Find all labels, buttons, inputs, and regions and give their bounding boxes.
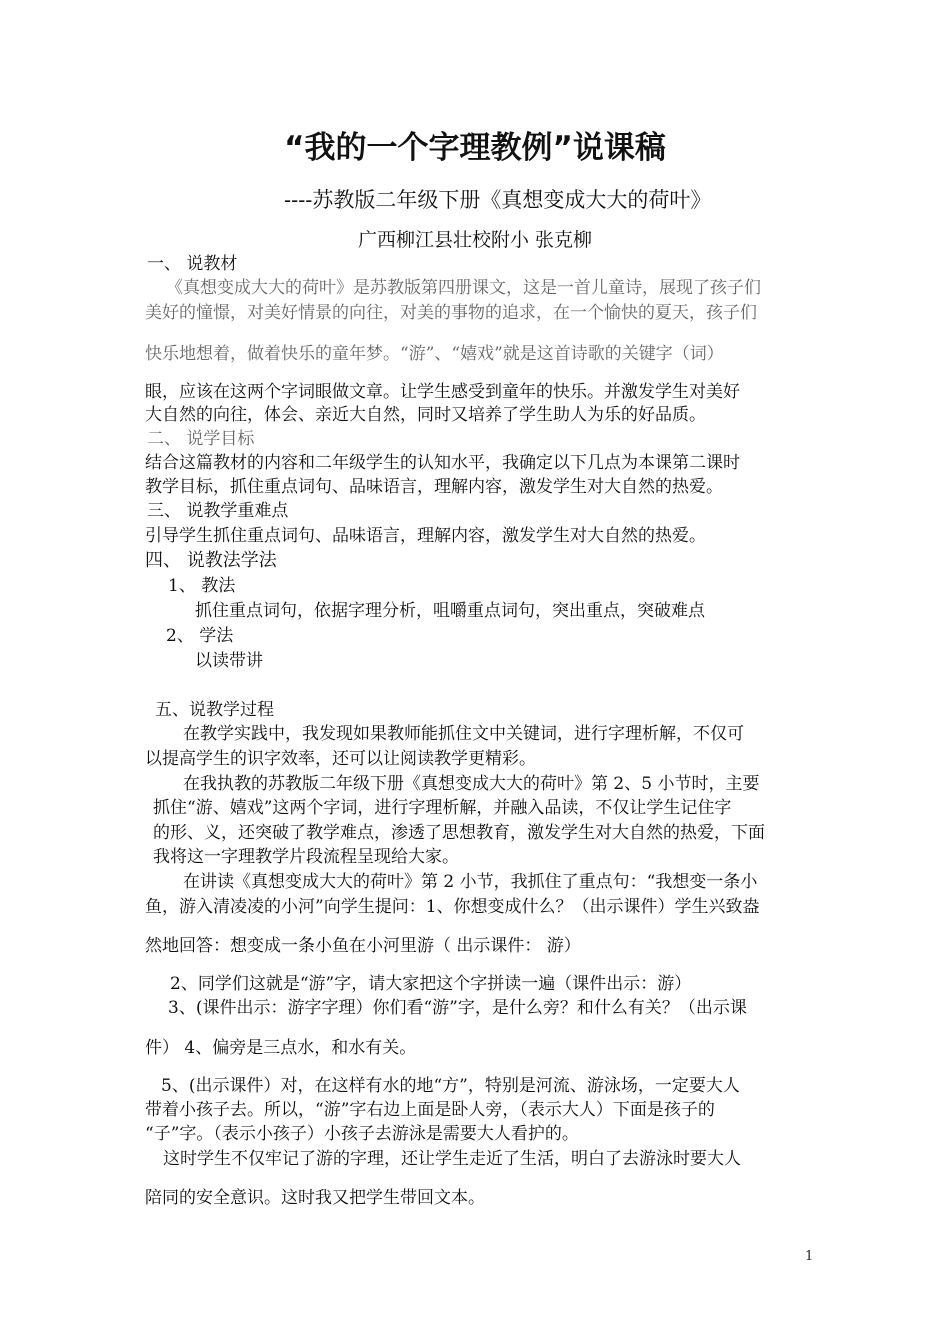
subsection-heading-learning: 2、 学法 bbox=[166, 626, 234, 646]
section-heading-5: 五、说教学过程 bbox=[155, 700, 274, 720]
paragraph-line: 《真想变成大大的荷叶》是苏教版第四册课文，这是一首儿童诗，展现了孩子们 bbox=[166, 278, 761, 298]
paragraph-line: 大自然的向往，体会、亲近大自然，同时又培养了学生助人为乐的好品质。 bbox=[145, 405, 706, 425]
paragraph-line: 2、同学们这就是“游”字，请大家把这个字拼读一遍（课件出示：游） bbox=[170, 974, 692, 994]
paragraph-line: 3、(课件出示：游字字理）你们看“游”字，是什么旁？和什么有关？（出示课 bbox=[168, 998, 747, 1018]
paragraph-line: 的形、义，还突破了教学难点，渗透了思想教育，激发学生对大自然的热爱，下面 bbox=[153, 823, 765, 843]
paragraph-line: 5、(出示课件）对，在这样有水的地“方”，特别是河流、游泳场，一定要大人 bbox=[161, 1076, 740, 1096]
paragraph-line: 快乐地想着，做着快乐的童年梦。“游”、“嬉戏”就是这首诗歌的关键字（词） bbox=[145, 344, 724, 364]
paragraph-line: 眼，应该在这两个字词眼做文章。让学生感受到童年的快乐。并激发学生对美好 bbox=[145, 382, 740, 402]
paragraph-line: “子”字。（表示小孩子）小孩子去游泳是需要大人看护的。 bbox=[145, 1124, 579, 1144]
paragraph-line: 结合这篇教材的内容和二年级学生的认知水平，我确定以下几点为本课第二课时 bbox=[145, 453, 740, 473]
page-number: 1 bbox=[805, 1249, 814, 1264]
paragraph-line: 这时学生不仅牢记了游的字理，还让学生走近了生活，明白了去游泳时要大人 bbox=[163, 1149, 741, 1169]
paragraph-line: 在我执教的苏教版二年级下册《真想变成大大的荷叶》第 2、5 小节时，主要 bbox=[183, 774, 760, 794]
paragraph-line: 教学目标，抓住重点词句、品味语言，理解内容，激发学生对大自然的热爱。 bbox=[145, 477, 723, 497]
subsection-text-learning: 以读带讲 bbox=[195, 651, 263, 671]
section-heading-3: 三、 说教学重难点 bbox=[147, 501, 289, 521]
paragraph-line: 带着小孩子去。所以，“游”字右边上面是卧人旁，（表示大人）下面是孩子的 bbox=[145, 1100, 715, 1120]
paragraph-line: 抓住“游、嬉戏”这两个字词，进行字理析解，并融入品读，不仅让学生记住字 bbox=[153, 798, 732, 818]
section-heading-1: 一、 说教材 bbox=[147, 254, 238, 274]
paragraph-line: 美好的憧憬，对美好情景的向往，对美的事物的追求，在一个愉快的夏天，孩子们 bbox=[145, 303, 757, 323]
section-heading-4: 四、 说教法学法 bbox=[145, 550, 277, 571]
document-subtitle: ----苏教版二年级下册《真想变成大大的荷叶》 bbox=[284, 188, 712, 212]
paragraph-line: 在讲读《真想变成大大的荷叶》第 2 小节，我抓住了重点句：“我想变一条小 bbox=[183, 872, 758, 892]
subsection-heading-teaching: 1、 教法 bbox=[168, 576, 236, 596]
document-title: “我的一个字理教例”说课稿 bbox=[284, 130, 666, 166]
paragraph-line: 然地回答：想变成一条小鱼在小河里游（ 出示课件： 游） bbox=[145, 936, 581, 956]
paragraph-line: 在教学实践中，我发现如果教师能抓住文中关键词，进行字理析解，不仅可 bbox=[183, 724, 744, 744]
paragraph-line: 件） 4、偏旁是三点水，和水有关。 bbox=[145, 1038, 417, 1058]
author-line: 广西柳江县壮校附小 张克柳 bbox=[357, 229, 593, 251]
paragraph-line: 我将这一字理教学片段流程呈现给大家。 bbox=[153, 847, 459, 867]
paragraph-line: 陪同的安全意识。这时我又把学生带回文本。 bbox=[145, 1188, 485, 1208]
paragraph-line: 以提高学生的识字效率，还可以让阅读教学更精彩。 bbox=[145, 749, 536, 769]
section-heading-2: 二、 说学目标 bbox=[147, 429, 255, 449]
subsection-text-teaching: 抓住重点词句，依据字理分析，咀嚼重点词句，突出重点，突破难点 bbox=[195, 601, 705, 621]
paragraph-line: 鱼，游入清凌凌的小河”向学生提问：1、你想变成什么？（出示课件）学生兴致盎 bbox=[145, 897, 760, 917]
paragraph-line: 引导学生抓住重点词句、品味语言，理解内容，激发学生对大自然的热爱。 bbox=[145, 526, 706, 546]
